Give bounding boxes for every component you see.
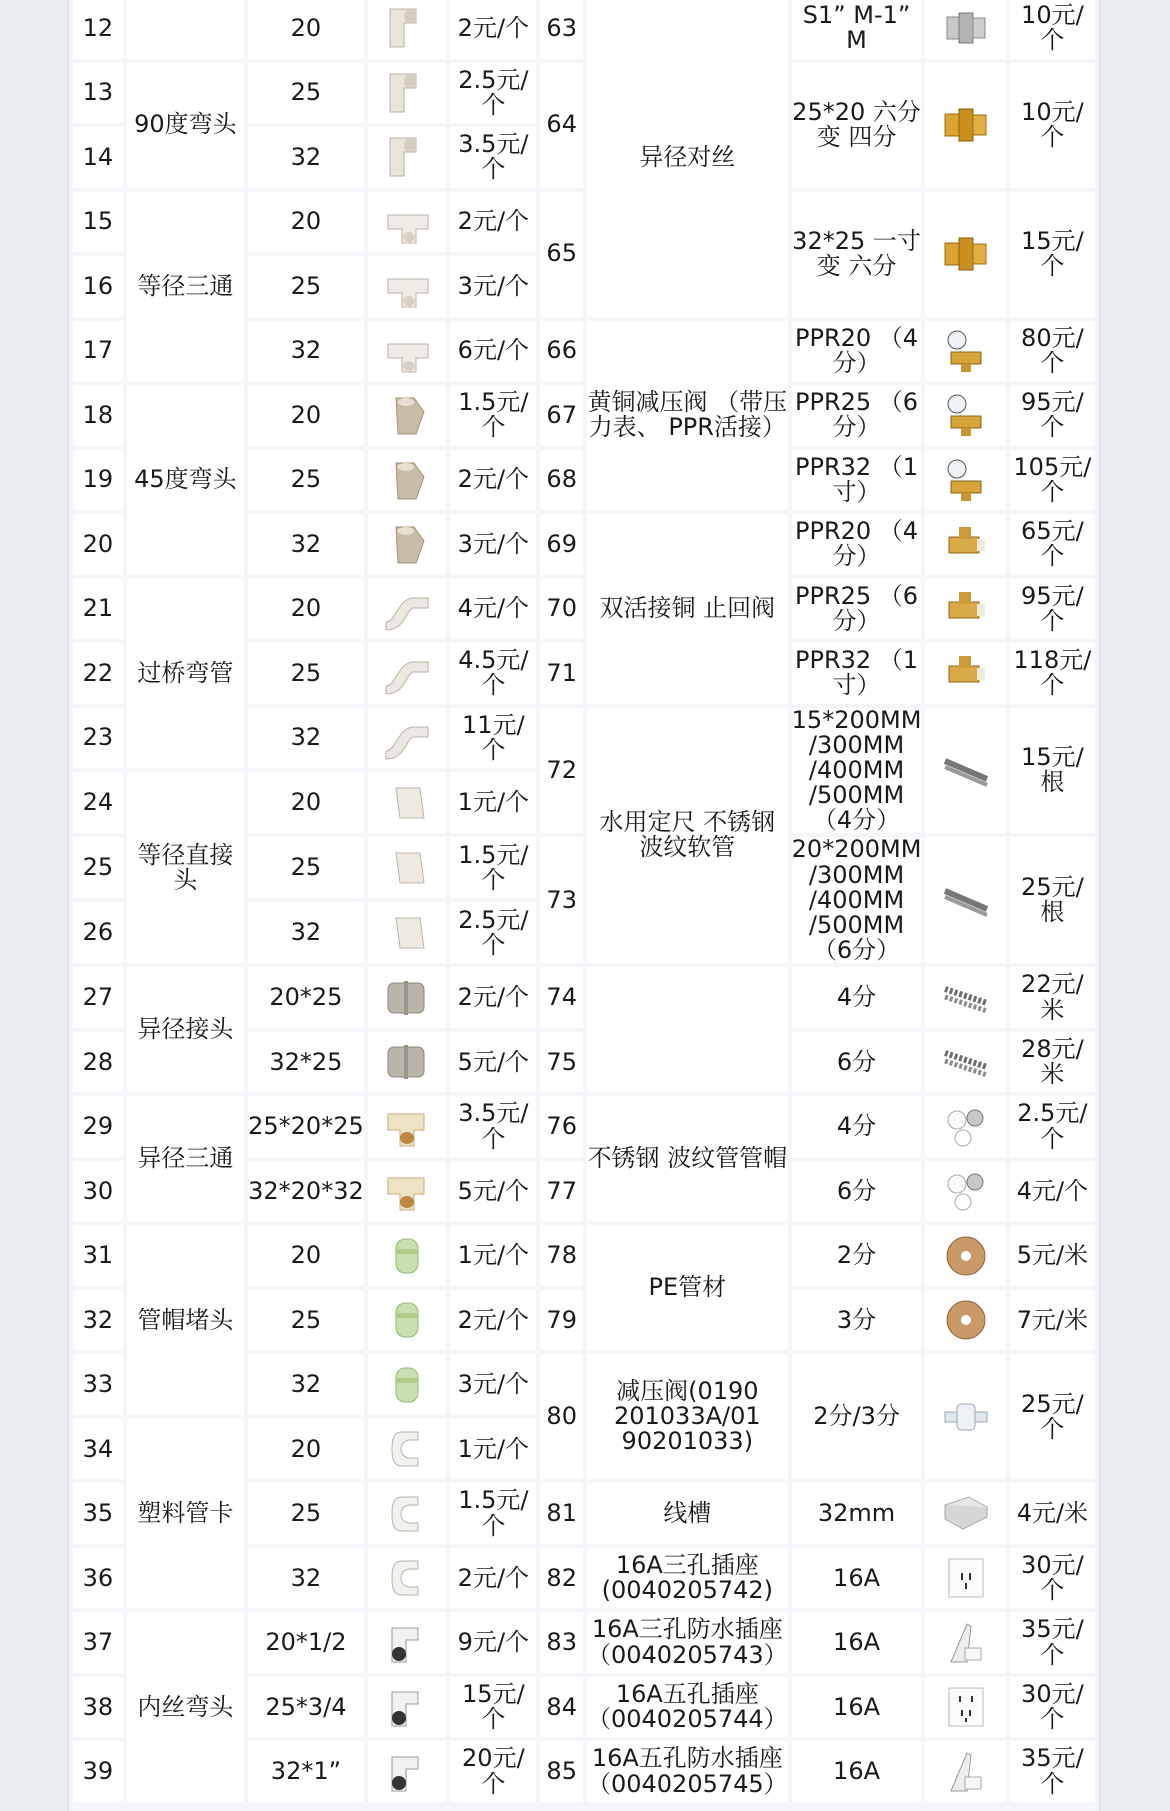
threaded-elbow-icon bbox=[382, 1682, 432, 1732]
check-valve-icon bbox=[941, 584, 991, 634]
category-name: 内丝弯头 bbox=[127, 1612, 244, 1802]
item-number: 68 bbox=[540, 450, 583, 511]
price: 2元/个 bbox=[450, 192, 536, 253]
reducing-tee-icon bbox=[382, 1102, 432, 1152]
spec: 20 bbox=[248, 772, 364, 833]
spec: 32 bbox=[248, 902, 364, 963]
item-number: 30 bbox=[73, 1161, 123, 1222]
brass-nipple-icon bbox=[941, 100, 991, 150]
coupling-icon bbox=[382, 908, 432, 958]
product-image bbox=[368, 643, 447, 704]
spec: PPR20 （4分） bbox=[792, 321, 922, 382]
category-name: 管帽堵头 bbox=[127, 1225, 244, 1415]
product-image bbox=[925, 837, 1005, 963]
item-number: 80 bbox=[540, 1354, 583, 1479]
spec: 16A bbox=[792, 1741, 922, 1802]
spec: 32mm bbox=[792, 1483, 922, 1544]
item-number: 67 bbox=[540, 385, 583, 446]
product-image bbox=[368, 579, 447, 640]
category-name: 16A三孔插座 (0040205742) bbox=[587, 1548, 788, 1609]
item-number: 24 bbox=[73, 772, 123, 833]
category-name: 等径直接头 bbox=[127, 772, 244, 963]
product-image bbox=[368, 321, 447, 382]
spec: 25 bbox=[248, 256, 364, 317]
spec: PPR25 （6分） bbox=[792, 385, 922, 446]
price: 2.5元/个 bbox=[1010, 1096, 1095, 1157]
product-image bbox=[368, 0, 447, 59]
price: 15元/个 bbox=[1010, 192, 1095, 317]
item-number: 69 bbox=[540, 514, 583, 575]
product-image bbox=[925, 1354, 1005, 1479]
table-row bbox=[73, 385, 1095, 446]
price: 2元/个 bbox=[450, 450, 536, 511]
spec: 20*1/2 bbox=[248, 1612, 364, 1673]
product-image bbox=[925, 321, 1005, 382]
spec: S1” M-1” M bbox=[792, 0, 922, 59]
price: 25元/个 bbox=[1010, 1354, 1095, 1479]
socket-3hole-icon bbox=[941, 1553, 991, 1603]
table-row bbox=[73, 192, 1095, 253]
price: 2.5元/个 bbox=[450, 63, 536, 124]
spec: 4分 bbox=[792, 967, 922, 1028]
item-number: 81 bbox=[540, 1483, 583, 1544]
category-name: 16A五孔插座 （0040205744） bbox=[587, 1677, 788, 1738]
product-image bbox=[925, 579, 1005, 640]
product-image bbox=[368, 1483, 447, 1544]
hex-nipple-icon bbox=[941, 3, 991, 53]
category-name: 异径三通 bbox=[127, 1096, 244, 1221]
price: 3.5元/个 bbox=[450, 1096, 536, 1157]
product-image bbox=[368, 1741, 447, 1802]
product-image bbox=[368, 450, 447, 511]
item-number: 28 bbox=[73, 1032, 123, 1093]
product-image bbox=[368, 63, 447, 124]
pipe-clip-icon bbox=[382, 1424, 432, 1474]
item-number: 33 bbox=[73, 1354, 123, 1415]
bridge-bend-icon bbox=[382, 648, 432, 698]
table-row bbox=[73, 1225, 1095, 1286]
item-number: 23 bbox=[73, 708, 123, 769]
table-row bbox=[73, 579, 1095, 640]
price: 3元/个 bbox=[450, 514, 536, 575]
category-name: 90度弯头 bbox=[127, 63, 244, 188]
reducer-icon bbox=[382, 1037, 432, 1087]
price: 28元/米 bbox=[1010, 1032, 1095, 1093]
brass-nipple-icon bbox=[941, 229, 991, 279]
price: 2.5元/个 bbox=[450, 902, 536, 963]
price: 4.5元/个 bbox=[450, 643, 536, 704]
price: 11元/个 bbox=[450, 708, 536, 769]
coupling-icon bbox=[382, 843, 432, 893]
table-row bbox=[73, 63, 1095, 124]
item-number: 15 bbox=[73, 192, 123, 253]
spec: 32*20*32 bbox=[248, 1161, 364, 1222]
price: 9元/个 bbox=[450, 1612, 536, 1673]
end-cap-icon bbox=[382, 1360, 432, 1410]
product-image bbox=[368, 1612, 447, 1673]
product-image bbox=[368, 1161, 447, 1222]
product-image bbox=[925, 1096, 1005, 1157]
item-number: 64 bbox=[540, 63, 583, 188]
category-name: 异径对丝 bbox=[587, 0, 788, 317]
category-name: 16A五孔防水插座 （0040205745） bbox=[587, 1741, 788, 1802]
product-image bbox=[368, 1225, 447, 1286]
price: 105元/个 bbox=[1010, 450, 1095, 511]
price: 30元/个 bbox=[1010, 1548, 1095, 1609]
item-number: 39 bbox=[73, 1741, 123, 1802]
item-number: 73 bbox=[540, 837, 583, 963]
product-image bbox=[368, 1677, 447, 1738]
product-image bbox=[368, 708, 447, 769]
product-image bbox=[925, 385, 1005, 446]
item-number: 76 bbox=[540, 1096, 583, 1157]
product-image bbox=[925, 643, 1005, 704]
spec: 15*200MM /300MM /400MM /500MM （4分） bbox=[791, 707, 922, 834]
spec: 32*25 一寸变 六分 bbox=[792, 192, 922, 317]
category-name: 线槽 bbox=[587, 1483, 788, 1544]
price: 7元/米 bbox=[1010, 1290, 1095, 1351]
item-number: 12 bbox=[73, 0, 123, 59]
price: 80元/个 bbox=[1010, 321, 1095, 382]
product-image bbox=[925, 1161, 1005, 1222]
price: 95元/个 bbox=[1010, 385, 1095, 446]
item-number: 31 bbox=[73, 1225, 123, 1286]
item-number: 83 bbox=[540, 1612, 583, 1673]
price: 10元/个 bbox=[1010, 63, 1095, 188]
item-number: 78 bbox=[540, 1225, 583, 1286]
threaded-elbow-icon bbox=[382, 1747, 432, 1797]
inline-valve-icon bbox=[941, 1392, 991, 1442]
price: 1元/个 bbox=[450, 772, 536, 833]
item-number: 74 bbox=[540, 967, 583, 1028]
product-image bbox=[368, 127, 447, 188]
product-image bbox=[925, 192, 1005, 317]
spec: 32 bbox=[248, 1548, 364, 1609]
spec: 20 bbox=[248, 0, 364, 59]
item-number: 25 bbox=[73, 837, 123, 898]
product-image bbox=[925, 1548, 1005, 1609]
price: 35元/个 bbox=[1010, 1741, 1095, 1802]
table-row bbox=[73, 1096, 1095, 1157]
item-number: 65 bbox=[540, 192, 583, 317]
item-number: 26 bbox=[73, 902, 123, 963]
item-number: 72 bbox=[540, 708, 583, 834]
spec: 20 bbox=[248, 385, 364, 446]
check-valve-icon bbox=[941, 648, 991, 698]
spec: 25 bbox=[248, 837, 364, 898]
item-number: 38 bbox=[73, 1677, 123, 1738]
product-image bbox=[368, 1419, 447, 1480]
tee-icon bbox=[382, 197, 432, 247]
spec: 16A bbox=[792, 1612, 922, 1673]
category-name: 黄铜减压阀 （带压力表、 PPR活接） bbox=[587, 321, 788, 511]
product-image bbox=[368, 1032, 447, 1093]
price-table-body bbox=[73, 0, 1095, 1802]
price: 1元/个 bbox=[450, 1419, 536, 1480]
table-row bbox=[73, 967, 1095, 1028]
product-image bbox=[368, 192, 447, 253]
corrugated-pipe-icon bbox=[941, 973, 991, 1023]
spec: 2分 bbox=[792, 1225, 922, 1286]
reducer-icon bbox=[382, 973, 432, 1023]
price: 35元/个 bbox=[1010, 1612, 1095, 1673]
product-image bbox=[925, 967, 1005, 1028]
spec: 20 bbox=[248, 1225, 364, 1286]
spec: 25 bbox=[248, 1290, 364, 1351]
spec: 20 bbox=[248, 192, 364, 253]
threaded-elbow-icon bbox=[382, 1618, 432, 1668]
item-number: 63 bbox=[540, 0, 583, 59]
item-number: 77 bbox=[540, 1161, 583, 1222]
spec: 32 bbox=[248, 1354, 364, 1415]
waterproof-socket-icon bbox=[941, 1747, 991, 1797]
item-number: 34 bbox=[73, 1419, 123, 1480]
category-name: 塑料管卡 bbox=[127, 1419, 244, 1609]
spec: 32*1” bbox=[248, 1741, 364, 1802]
item-number: 27 bbox=[73, 967, 123, 1028]
category-name: 减压阀(0190 201033A/01 90201033) bbox=[587, 1354, 788, 1479]
price: 3元/个 bbox=[450, 1354, 536, 1415]
category-name: PE管材 bbox=[587, 1225, 788, 1350]
price: 5元/个 bbox=[450, 1161, 536, 1222]
product-image bbox=[925, 0, 1005, 59]
item-number: 35 bbox=[73, 1483, 123, 1544]
elbow-45-icon bbox=[382, 519, 432, 569]
nut-set-icon bbox=[941, 1102, 991, 1152]
item-number: 32 bbox=[73, 1290, 123, 1351]
spec: 25*20 六分变 四分 bbox=[792, 63, 922, 188]
spec: 6分 bbox=[792, 1161, 922, 1222]
product-image bbox=[925, 1290, 1005, 1351]
product-image bbox=[368, 1354, 447, 1415]
item-number: 29 bbox=[73, 1096, 123, 1157]
waterproof-socket-icon bbox=[941, 1618, 991, 1668]
price: 95元/个 bbox=[1010, 579, 1095, 640]
item-number: 36 bbox=[73, 1548, 123, 1609]
price: 3元/个 bbox=[450, 256, 536, 317]
spec: 32*25 bbox=[248, 1032, 364, 1093]
price: 20元/个 bbox=[450, 1741, 536, 1802]
price: 1.5元/个 bbox=[450, 837, 536, 898]
product-image bbox=[368, 772, 447, 833]
category-name: 异径接头 bbox=[127, 967, 244, 1092]
coupling-icon bbox=[382, 778, 432, 828]
category-name bbox=[587, 967, 788, 1092]
spec: PPR25 （6分） bbox=[792, 579, 922, 640]
product-image bbox=[368, 837, 447, 898]
category-name: 16A三孔防水插座 （0040205743） bbox=[587, 1612, 788, 1673]
product-image bbox=[925, 1032, 1005, 1093]
price: 30元/个 bbox=[1010, 1677, 1095, 1738]
elbow-90-icon bbox=[382, 68, 432, 118]
pe-coil-icon bbox=[941, 1231, 991, 1281]
spec: 32 bbox=[248, 708, 364, 769]
price: 4元/米 bbox=[1010, 1483, 1095, 1544]
price: 5元/米 bbox=[1010, 1225, 1095, 1286]
item-number: 16 bbox=[73, 256, 123, 317]
corrugated-pipe-icon bbox=[941, 1037, 991, 1087]
price: 2元/个 bbox=[450, 967, 536, 1028]
product-image bbox=[925, 1741, 1005, 1802]
price: 2元/个 bbox=[450, 1548, 536, 1609]
spec: 32 bbox=[248, 127, 364, 188]
item-number: 85 bbox=[540, 1741, 583, 1802]
price: 15元/个 bbox=[450, 1677, 536, 1738]
product-image bbox=[368, 967, 447, 1028]
item-number: 82 bbox=[540, 1548, 583, 1609]
item-number: 18 bbox=[73, 385, 123, 446]
spec: 25*3/4 bbox=[248, 1677, 364, 1738]
spec: 25 bbox=[248, 450, 364, 511]
check-valve-icon bbox=[941, 519, 991, 569]
product-image bbox=[368, 1548, 447, 1609]
price: 10元/个 bbox=[1010, 0, 1095, 59]
table-row bbox=[73, 0, 1095, 59]
spec: 16A bbox=[792, 1548, 922, 1609]
product-image bbox=[925, 1225, 1005, 1286]
bridge-bend-icon bbox=[382, 713, 432, 763]
elbow-90-icon bbox=[382, 132, 432, 182]
category-name: 不锈钢 波纹管管帽 bbox=[587, 1096, 788, 1221]
category-name: 双活接铜 止回阀 bbox=[587, 514, 788, 704]
spec: 25 bbox=[248, 63, 364, 124]
end-cap-icon bbox=[382, 1295, 432, 1345]
tee-icon bbox=[382, 261, 432, 311]
product-image bbox=[925, 63, 1005, 188]
pressure-valve-icon bbox=[941, 326, 991, 376]
item-number: 70 bbox=[540, 579, 583, 640]
price-sheet bbox=[68, 0, 1100, 1811]
price: 15元/根 bbox=[1010, 708, 1095, 834]
category-name: 等径三通 bbox=[127, 192, 244, 382]
category-name bbox=[127, 0, 244, 59]
item-number: 14 bbox=[73, 127, 123, 188]
price: 4元/个 bbox=[1010, 1161, 1095, 1222]
product-image bbox=[925, 1483, 1005, 1544]
wire-trough-icon bbox=[941, 1489, 991, 1539]
pipe-clip-icon bbox=[382, 1489, 432, 1539]
spec: 25 bbox=[248, 643, 364, 704]
product-image bbox=[368, 256, 447, 317]
price: 6元/个 bbox=[450, 321, 536, 382]
product-image bbox=[368, 902, 447, 963]
product-image bbox=[368, 385, 447, 446]
spec: 32 bbox=[248, 514, 364, 575]
elbow-45-icon bbox=[382, 455, 432, 505]
price: 2元/个 bbox=[450, 1290, 536, 1351]
item-number: 37 bbox=[73, 1612, 123, 1673]
price: 65元/个 bbox=[1010, 514, 1095, 575]
spec: 20 bbox=[248, 579, 364, 640]
item-number: 71 bbox=[540, 643, 583, 704]
product-image bbox=[368, 1096, 447, 1157]
product-image bbox=[925, 1612, 1005, 1673]
price: 1元/个 bbox=[450, 1225, 536, 1286]
product-image bbox=[368, 1290, 447, 1351]
price: 3.5元/个 bbox=[450, 127, 536, 188]
item-number: 79 bbox=[540, 1290, 583, 1351]
socket-5hole-icon bbox=[941, 1682, 991, 1732]
braided-hose-icon bbox=[941, 875, 991, 925]
spec: PPR20 （4分） bbox=[792, 514, 922, 575]
product-image bbox=[925, 1677, 1005, 1738]
item-number: 75 bbox=[540, 1032, 583, 1093]
spec: 6分 bbox=[792, 1032, 922, 1093]
product-image bbox=[925, 708, 1005, 834]
braided-hose-icon bbox=[941, 745, 991, 795]
spec: 20*25 bbox=[248, 967, 364, 1028]
item-number: 66 bbox=[540, 321, 583, 382]
price: 25元/根 bbox=[1010, 837, 1095, 963]
spec: 32 bbox=[248, 321, 364, 382]
item-number: 21 bbox=[73, 579, 123, 640]
price: 1.5元/个 bbox=[450, 385, 536, 446]
product-image bbox=[368, 514, 447, 575]
spec: 20*200MM /300MM /400MM /500MM （6分） bbox=[791, 837, 922, 964]
product-image bbox=[925, 450, 1005, 511]
price: 5元/个 bbox=[450, 1032, 536, 1093]
bridge-bend-icon bbox=[382, 584, 432, 634]
spec: 2分/3分 bbox=[792, 1354, 922, 1479]
item-number: 22 bbox=[73, 643, 123, 704]
spec: 16A bbox=[792, 1677, 922, 1738]
spec: PPR32 （1寸） bbox=[792, 643, 922, 704]
end-cap-icon bbox=[382, 1231, 432, 1281]
reducing-tee-icon bbox=[382, 1166, 432, 1216]
item-number: 20 bbox=[73, 514, 123, 575]
category-name: 水用定尺 不锈钢 波纹软管 bbox=[587, 708, 788, 964]
spec: PPR32 （1寸） bbox=[792, 450, 922, 511]
item-number: 13 bbox=[73, 63, 123, 124]
item-number: 19 bbox=[73, 450, 123, 511]
pe-coil-icon bbox=[941, 1295, 991, 1345]
spec: 25*20*25 bbox=[248, 1096, 364, 1157]
tee-icon bbox=[382, 326, 432, 376]
table-row bbox=[73, 1612, 1095, 1673]
category-name: 45度弯头 bbox=[127, 385, 244, 575]
category-name: 过桥弯管 bbox=[127, 579, 244, 769]
elbow-45-icon bbox=[382, 390, 432, 440]
price: 1.5元/个 bbox=[450, 1483, 536, 1544]
item-number: 17 bbox=[73, 321, 123, 382]
pressure-valve-icon bbox=[941, 390, 991, 440]
nut-set-icon bbox=[941, 1166, 991, 1216]
price-table bbox=[69, 0, 1099, 1806]
elbow-90-icon bbox=[382, 3, 432, 53]
product-image bbox=[925, 514, 1005, 575]
pipe-clip-icon bbox=[382, 1553, 432, 1603]
price: 4元/个 bbox=[450, 579, 536, 640]
spec: 25 bbox=[248, 1483, 364, 1544]
price: 22元/米 bbox=[1010, 967, 1095, 1028]
spec: 3分 bbox=[792, 1290, 922, 1351]
pressure-valve-icon bbox=[941, 455, 991, 505]
price: 2元/个 bbox=[450, 0, 536, 59]
spec: 20 bbox=[248, 1419, 364, 1480]
spec: 4分 bbox=[792, 1096, 922, 1157]
item-number: 84 bbox=[540, 1677, 583, 1738]
price: 118元/个 bbox=[1010, 643, 1095, 704]
